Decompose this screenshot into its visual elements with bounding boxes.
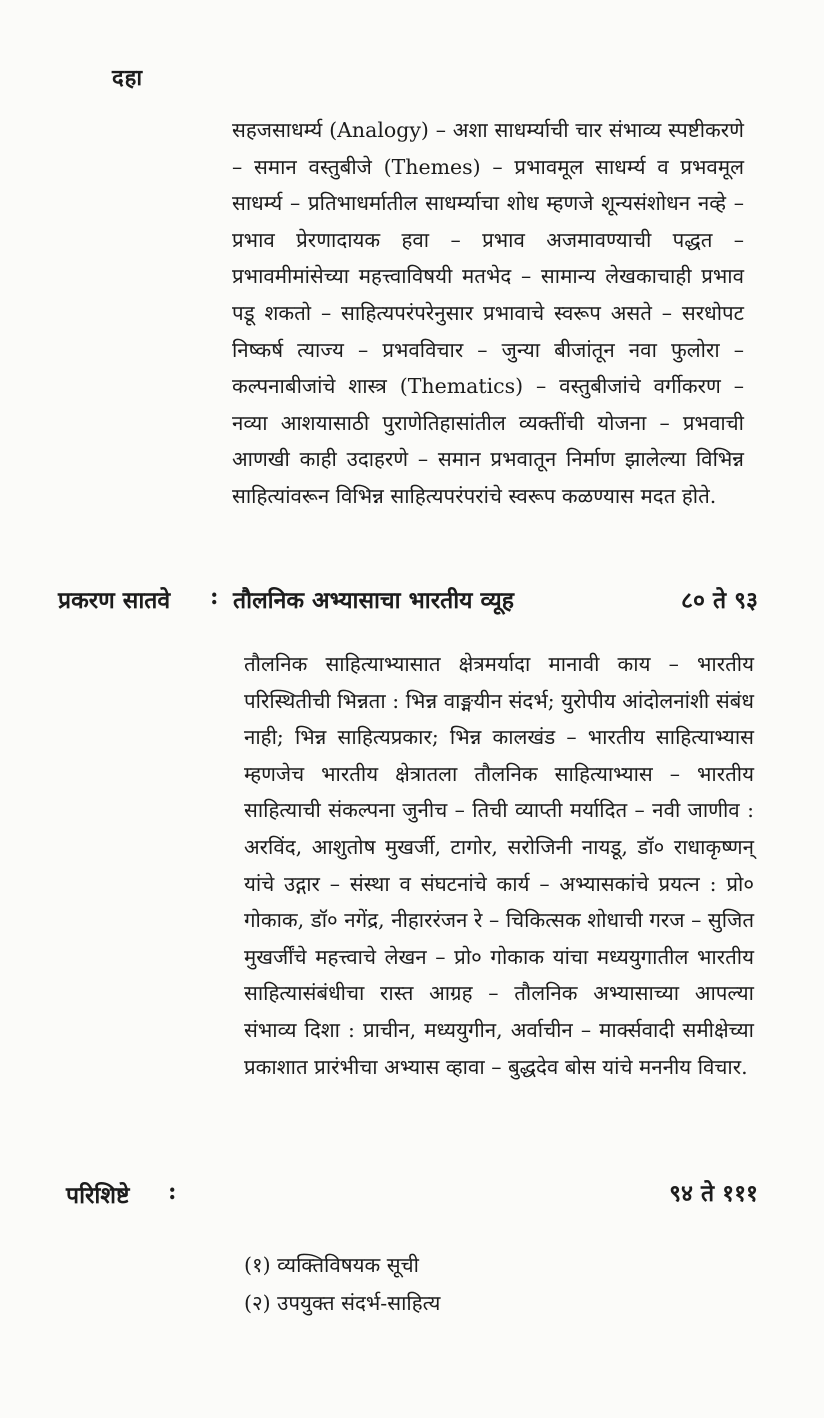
chapter-title: तौलनिक अभ्यासाचा भारतीय व्यूह xyxy=(233,587,514,614)
appendices-page-range: ९४ ते १११ xyxy=(669,1180,758,1207)
page-number: दहा xyxy=(112,65,144,91)
appendices-colon: : xyxy=(168,1178,177,1205)
chapter-colon: : xyxy=(210,583,219,610)
appendices-label: परिशिष्टे xyxy=(66,1182,130,1209)
appendix-item: (२) उपयुक्त संदर्भ-साहित्य xyxy=(244,1291,441,1315)
section-6-summary: सहजसाधर्म्य (Analogy) – अशा साधर्म्याची चार संभाव्य स्पष्टीकरणे – समान वस्तुबीजे (Themes) – प्रभावमूल साधर्म्य व प्रभवमूल साधर्म्य – प्रतिभाधर्मातील साधर्म्याचा शोध म्हणजे शून्यसंशोधन नव्हे – प्रभाव प्रेरणादायक हवा – प्रभाव अजमावण्याची पद्धत – प्रभावमीमांसेच्या महत्त्वाविषयी मतभेद – सामान्य लेखकाचाही प्रभाव पडू शकतो – साहित्यपरंपरेनुसार प्रभावाचे स्वरूप असते – सरधोपट निष्कर्ष त्याज्य – प्रभवविचार – जुन्या बीजांतून नवा फुलोरा – कल्पनाबीजांचे शास्त्र (Thematics) – वस्तुबीजांचे वर्गीकरण – नव्या आशयासाठी पुराणेतिहासांतील व्यक्तींची योजना – प्रभवाची आणखी काही उदाहरणे – समान प्रभवातून निर्माण झालेल्या विभिन्न साहित्यांवरून विभिन्न साहित्यपरंपरांचे स्वरूप कळण्यास मदत होते. xyxy=(232,118,744,508)
chapter-label: प्रकरण सातवे xyxy=(58,587,171,614)
appendix-list xyxy=(244,1246,440,1322)
chapter-7-heading xyxy=(58,583,758,623)
chapter-7-summary: तौलनिक साहित्याभ्यासात क्षेत्रमर्यादा मानावी काय – भारतीय परिस्थितीची भिन्नता : भिन्न वाङ्मयीन संदर्भ; युरोपीय आंदोलनांशी संबंध नाही; भिन्न साहित्यप्रकार; भिन्न कालखंड – भारतीय साहित्याभ्यास म्हणजेच भारतीय क्षेत्रातला तौलनिक साहित्याभ्यास – भारतीय साहित्याची संकल्पना जुनीच – तिची व्याप्ती मर्यादित – नवी जाणीव : अरविंद, आशुतोष मुखर्जी, टागोर, सरोजिनी नायडू, डॉ० राधाकृष्णन् यांचे उद्गार – संस्था व संघटनांचे कार्य – अभ्यासकांचे प्रयत्न : प्रो० गोकाक, डॉ० नगेंद्र, नीहाररंजन रे – चिकित्सक शोधाची गरज – सुजित मुखर्जींचे महत्त्वाचे लेखन – प्रो० गोकाक यांचा मध्ययुगातील भारतीय साहित्यासंबंधीचा रास्त आग्रह – तौलनिक अभ्यासाच्या आपल्या संभाव्य दिशा : प्राचीन, मध्ययुगीन, अर्वाचीन – मार्क्सवादी समीक्षेच्या प्रकाशात प्रारंभीचा अभ्यास व्हावा – बुद्धदेव बोस यांचे मननीय विचार. xyxy=(244,652,754,1079)
appendix-item: (१) व्यक्तिविषयक सूची xyxy=(244,1253,419,1277)
appendices-heading xyxy=(66,1178,758,1218)
chapter-page-range: ८० ते ९३ xyxy=(681,587,758,614)
